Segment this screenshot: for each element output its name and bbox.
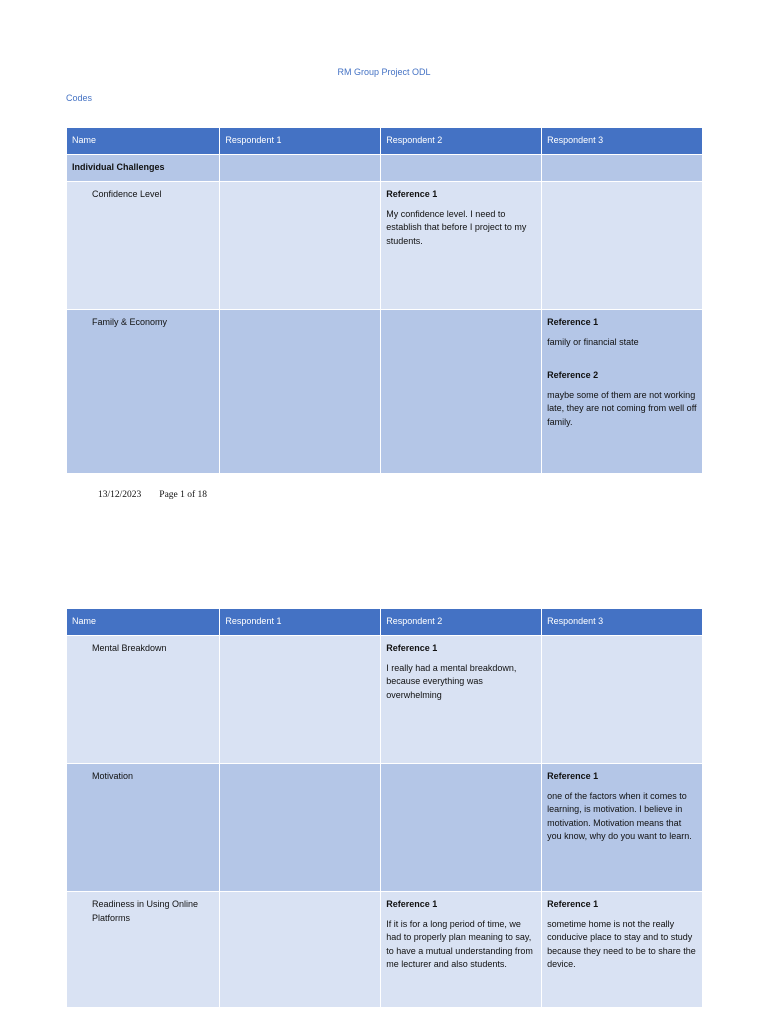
respondent-2-cell bbox=[381, 310, 542, 474]
column-header-respondent-2: Respondent 2 bbox=[381, 609, 542, 636]
reference-title: Reference 2 bbox=[547, 370, 599, 380]
empty-cell bbox=[542, 155, 703, 182]
footer-page-number: Page 1 of 18 bbox=[159, 490, 208, 500]
reference-text: I really had a mental breakdown, because everything was overwhelming bbox=[386, 662, 517, 700]
reference-text: If it is for a long period of time, we had to properly plan meaning to say, to have a mutual understanding from me lecturer and also students. bbox=[386, 918, 533, 969]
respondent-1-cell bbox=[220, 636, 381, 764]
section-row-individual-challenges bbox=[67, 155, 703, 182]
page-footer bbox=[98, 490, 225, 500]
table-row bbox=[67, 182, 703, 310]
reference-title: Reference 1 bbox=[386, 189, 438, 199]
reference-text: family or financial state bbox=[547, 336, 639, 347]
column-header-respondent-1: Respondent 1 bbox=[220, 128, 381, 155]
table-row bbox=[67, 310, 703, 474]
table-row bbox=[67, 764, 703, 892]
respondent-3-cell bbox=[542, 636, 703, 764]
reference-text: My confidence level. I need to establish that before I project to my students. bbox=[386, 208, 527, 246]
table-header-row bbox=[67, 128, 703, 155]
respondent-3-cell bbox=[542, 182, 703, 310]
reference-title: Reference 1 bbox=[386, 643, 438, 653]
respondent-2-cell bbox=[381, 892, 542, 1008]
respondent-1-cell bbox=[220, 182, 381, 310]
codes-table-page-1 bbox=[66, 127, 703, 474]
respondent-1-cell bbox=[220, 310, 381, 474]
respondent-3-cell bbox=[542, 892, 703, 1008]
empty-cell bbox=[381, 155, 542, 182]
section-name: Individual Challenges bbox=[67, 155, 220, 182]
reference-text: one of the factors when it comes to learning, is motivation. I believe in motivation. Motivation means that you know, why do you want to learn. bbox=[547, 790, 692, 841]
column-header-respondent-1: Respondent 1 bbox=[220, 609, 381, 636]
reference-title: Reference 1 bbox=[547, 899, 599, 909]
column-header-respondent-2: Respondent 2 bbox=[381, 128, 542, 155]
reference-text: maybe some of them are not working late, they are not coming from well off family. bbox=[547, 389, 697, 427]
footer-date: 13/12/2023 bbox=[98, 490, 142, 500]
code-name: Confidence Level bbox=[67, 182, 220, 310]
code-name: Mental Breakdown bbox=[67, 636, 220, 764]
respondent-2-cell bbox=[381, 636, 542, 764]
respondent-3-cell bbox=[542, 310, 703, 474]
table-header-row bbox=[67, 609, 703, 636]
respondent-3-cell bbox=[542, 764, 703, 892]
codes-label: Codes bbox=[66, 93, 93, 103]
code-name: Readiness in Using Online Platforms bbox=[67, 892, 220, 1008]
codes-table-page-2 bbox=[66, 608, 703, 1008]
column-header-respondent-3: Respondent 3 bbox=[542, 128, 703, 155]
reference-title: Reference 1 bbox=[547, 771, 599, 781]
code-name: Motivation bbox=[67, 764, 220, 892]
column-header-respondent-3: Respondent 3 bbox=[542, 609, 703, 636]
reference-title: Reference 1 bbox=[547, 317, 599, 327]
reference-title: Reference 1 bbox=[386, 899, 438, 909]
respondent-1-cell bbox=[220, 764, 381, 892]
respondent-2-cell bbox=[381, 764, 542, 892]
document-title: RM Group Project ODL bbox=[337, 67, 431, 77]
table-row bbox=[67, 636, 703, 764]
column-header-name: Name bbox=[67, 128, 220, 155]
respondent-1-cell bbox=[220, 892, 381, 1008]
respondent-2-cell bbox=[381, 182, 542, 310]
empty-cell bbox=[220, 155, 381, 182]
column-header-name: Name bbox=[67, 609, 220, 636]
reference-text: sometime home is not the really conducive place to stay and to study because they need to be to share the device. bbox=[547, 918, 696, 969]
code-name: Family & Economy bbox=[67, 310, 220, 474]
table-row bbox=[67, 892, 703, 1008]
